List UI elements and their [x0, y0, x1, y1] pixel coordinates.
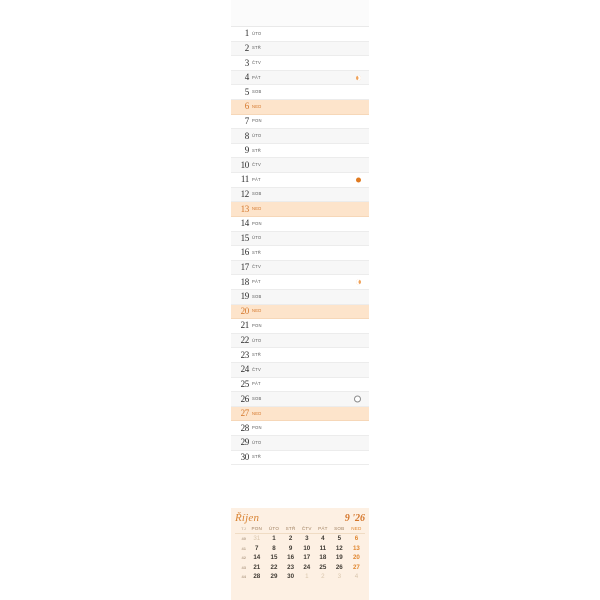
day-abbrev: PÁT [252, 279, 261, 285]
day-number: 7 [244, 115, 249, 126]
day-number: 24 [240, 364, 249, 375]
day-abbrev: STŘ [252, 249, 261, 255]
day-abbrev: PÁT [252, 381, 261, 387]
mini-month-day[interactable]: 23 [287, 563, 295, 571]
moon-phase-last-icon [356, 75, 361, 80]
day-abbrev: NED [252, 206, 262, 212]
day-row[interactable] [231, 421, 369, 436]
month-name: Říjen [235, 512, 260, 524]
week-number: 43 [241, 564, 246, 570]
day-row[interactable] [231, 392, 369, 407]
mini-month-day[interactable]: 7 [255, 544, 259, 552]
day-row[interactable] [231, 188, 369, 203]
day-abbrev: PÁT [252, 74, 261, 80]
weekday-header: PON [248, 525, 266, 534]
day-number: 12 [240, 189, 249, 199]
day-row[interactable] [231, 275, 369, 290]
day-row[interactable] [231, 261, 369, 276]
day-number: 25 [240, 378, 249, 389]
day-abbrev: STŘ [252, 352, 261, 358]
day-number: 13 [240, 203, 249, 214]
mini-month-day[interactable]: 5 [337, 535, 342, 542]
mini-month-day[interactable]: 4 [354, 573, 359, 581]
day-number: 17 [240, 262, 249, 273]
day-row[interactable] [231, 202, 369, 217]
day-row[interactable] [231, 217, 369, 232]
mini-month-day[interactable]: 9 [288, 544, 293, 552]
day-row[interactable] [231, 246, 369, 261]
day-number: 30 [240, 451, 249, 462]
day-number: 19 [240, 291, 249, 302]
day-abbrev: ÚTO [252, 30, 262, 36]
week-number: 40 [241, 536, 246, 541]
week-number: 41 [241, 545, 246, 551]
day-abbrev: ČTV [252, 162, 261, 168]
mini-month-day[interactable]: 8 [272, 544, 276, 552]
mini-month-day[interactable]: 25 [319, 563, 327, 571]
weekday-header: ÚTO [266, 525, 283, 534]
mini-month-day[interactable]: 11 [319, 544, 327, 552]
day-row[interactable] [231, 56, 369, 71]
mini-month-day[interactable]: 21 [253, 563, 261, 571]
day-row[interactable] [231, 115, 369, 130]
day-row[interactable] [231, 436, 369, 451]
day-number: 4 [244, 72, 249, 83]
day-abbrev: PON [252, 220, 262, 226]
week-number: 42 [241, 555, 246, 561]
mini-month-table [235, 525, 365, 582]
day-row[interactable] [231, 27, 369, 42]
mini-month-day[interactable]: 2 [288, 535, 293, 542]
day-abbrev: NED [252, 103, 262, 109]
day-abbrev: ÚTO [252, 439, 262, 445]
day-row[interactable] [231, 334, 369, 349]
day-row[interactable] [231, 71, 369, 86]
day-number: 23 [240, 349, 249, 360]
day-number: 16 [240, 247, 249, 258]
mini-month-day[interactable]: 1 [272, 535, 276, 542]
day-abbrev: STŘ [252, 45, 261, 51]
day-number: 1 [244, 28, 249, 39]
mini-month-day[interactable]: 24 [303, 563, 311, 571]
day-abbrev: PÁT [252, 176, 261, 182]
mini-month-day[interactable]: 6 [354, 535, 359, 542]
day-abbrev: STŘ [252, 454, 261, 460]
mini-month-week-row [235, 544, 365, 554]
mini-month-day[interactable]: 26 [335, 563, 343, 571]
day-abbrev: ÚTO [252, 235, 262, 241]
day-row[interactable] [231, 129, 369, 144]
day-number: 10 [240, 159, 249, 170]
day-number: 5 [244, 86, 249, 97]
day-number: 28 [240, 422, 249, 433]
day-number: 14 [240, 218, 249, 229]
mini-month-day[interactable]: 3 [305, 535, 309, 542]
day-number: 15 [240, 232, 249, 243]
day-abbrev: SOB [252, 191, 262, 197]
mini-month-day[interactable]: 4 [321, 535, 325, 542]
month-overview-block [231, 508, 369, 600]
day-abbrev: ČTV [252, 264, 261, 270]
week-number: 44 [241, 574, 246, 580]
mini-month-day[interactable]: 2 [321, 573, 325, 581]
weekday-header: ČTV [299, 525, 315, 534]
day-number: 3 [244, 57, 249, 68]
day-row[interactable] [231, 305, 369, 320]
day-number: 11 [240, 174, 249, 185]
mini-month-head [235, 525, 365, 534]
weekday-header: NED [348, 525, 365, 534]
mini-month-week-row [235, 572, 365, 582]
day-row[interactable] [231, 85, 369, 100]
day-row[interactable] [231, 42, 369, 57]
mini-month-day[interactable]: 29 [270, 573, 278, 581]
mini-month-day[interactable]: 15 [270, 554, 278, 562]
mini-month-day[interactable]: 20 [352, 554, 360, 562]
mini-month-week-row [235, 563, 365, 573]
day-number: 18 [240, 276, 249, 287]
day-row[interactable] [231, 378, 369, 393]
day-row[interactable] [231, 100, 369, 115]
mini-month-body [235, 534, 365, 582]
mini-month-day[interactable]: 13 [352, 544, 360, 552]
day-row[interactable] [231, 173, 369, 188]
weekday-header: PÁT [315, 525, 331, 534]
mini-month-day[interactable]: 28 [253, 573, 261, 581]
mini-month-day[interactable]: 17 [303, 554, 311, 562]
day-row[interactable] [231, 363, 369, 378]
day-abbrev: ÚTO [252, 337, 262, 343]
day-number: 22 [240, 335, 249, 346]
moon-phase-first-icon [356, 280, 361, 285]
day-row[interactable] [231, 451, 369, 466]
month-header [235, 511, 365, 524]
mini-month-day[interactable]: 16 [287, 554, 295, 562]
mini-month-day[interactable]: 18 [319, 554, 327, 562]
day-abbrev: ČTV [252, 366, 261, 372]
day-row[interactable] [231, 144, 369, 159]
day-abbrev: ÚTO [252, 132, 262, 138]
day-abbrev: PON [252, 322, 262, 328]
month-code: 9 '26 [344, 513, 365, 524]
day-number: 9 [244, 145, 249, 156]
mini-month-day[interactable]: 10 [303, 544, 311, 552]
mini-month-day[interactable]: 27 [352, 563, 360, 571]
day-number: 2 [244, 42, 249, 53]
day-number: 26 [240, 393, 249, 404]
day-number: 21 [240, 320, 249, 331]
day-abbrev: ČTV [252, 59, 261, 65]
day-row[interactable] [231, 232, 369, 247]
mini-month-day[interactable]: 30 [287, 573, 295, 581]
day-row[interactable] [231, 348, 369, 363]
calendar-strip [231, 0, 369, 600]
day-abbrev: SOB [252, 89, 262, 95]
mini-month-day[interactable]: 1 [305, 573, 309, 581]
day-number: 8 [244, 130, 249, 141]
week-col-header: TJ [235, 525, 248, 534]
mini-month-day[interactable]: 12 [335, 544, 343, 552]
mini-month-day[interactable]: 14 [253, 554, 261, 562]
day-abbrev: NED [252, 308, 262, 314]
strip-header-blank [231, 0, 369, 27]
day-row[interactable] [231, 407, 369, 422]
day-row[interactable] [231, 158, 369, 173]
day-row[interactable] [231, 290, 369, 305]
mini-month-week-row [235, 534, 365, 544]
mini-month-week-row [235, 553, 365, 563]
moon-phase-full-icon [356, 177, 361, 182]
day-number: 20 [240, 305, 249, 316]
day-abbrev: PON [252, 118, 262, 124]
day-number: 29 [240, 437, 249, 448]
day-abbrev: NED [252, 410, 262, 416]
mini-month-day[interactable]: 19 [335, 554, 343, 562]
day-number: 27 [240, 408, 249, 419]
day-abbrev: SOB [252, 395, 262, 401]
mini-month-day[interactable]: 22 [270, 563, 278, 571]
mini-month-day[interactable]: 31 [253, 535, 261, 542]
mini-month-day[interactable]: 3 [337, 573, 342, 581]
moon-phase-new-icon [354, 396, 361, 403]
day-abbrev: PON [252, 425, 262, 431]
mini-month-header-row [235, 525, 365, 534]
weekday-header: SOB [331, 525, 348, 534]
day-abbrev: SOB [252, 293, 262, 299]
day-number: 6 [244, 101, 249, 112]
day-row[interactable] [231, 319, 369, 334]
day-abbrev: STŘ [252, 147, 261, 153]
day-row-list [231, 27, 369, 465]
weekday-header: STŘ [282, 525, 298, 534]
